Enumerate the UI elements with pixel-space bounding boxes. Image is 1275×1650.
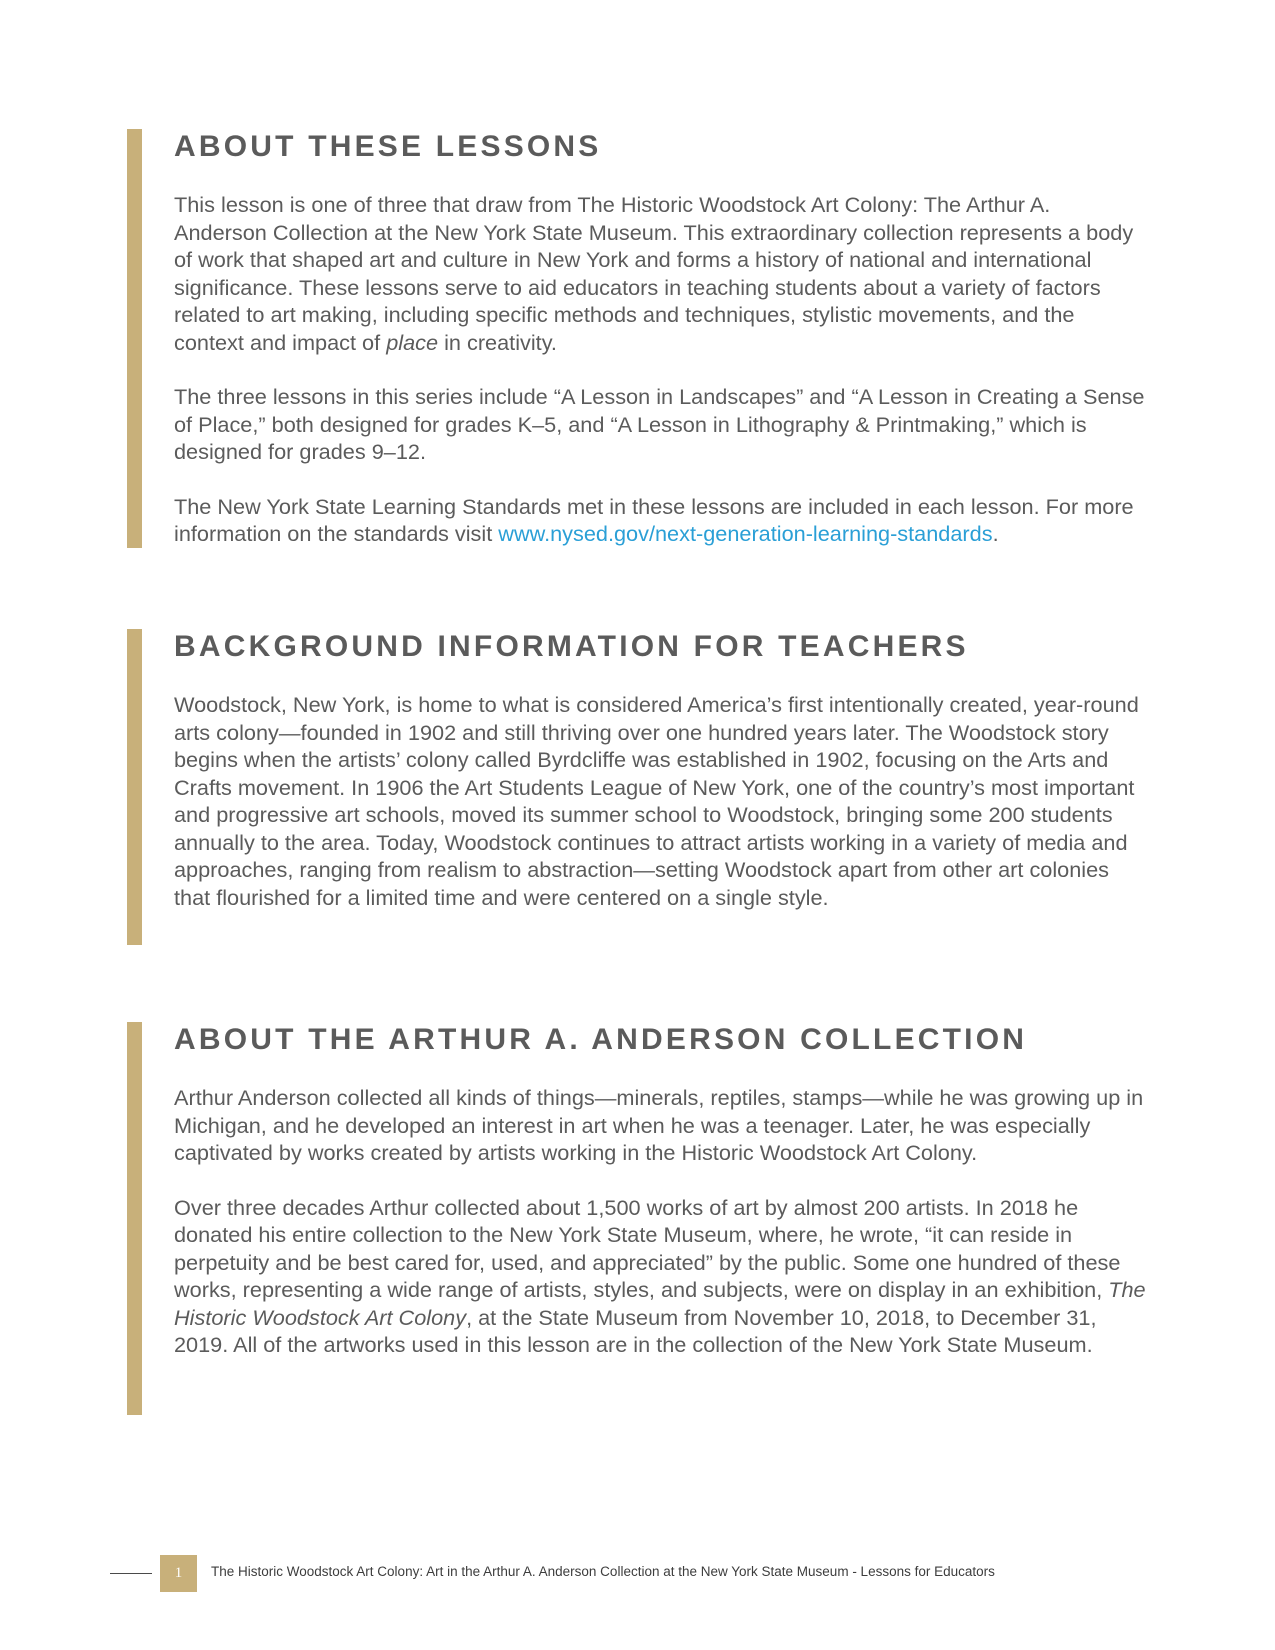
section-content <box>174 1022 1147 1359</box>
paragraph: The New York State Learning Standards met in these lessons are included in each lesson. For more information on the standards visit www.nysed.gov/next-generation-learning-standards. <box>174 493 1134 546</box>
footer-rule <box>110 1573 152 1574</box>
accent-bar <box>127 629 142 945</box>
background-information-section <box>127 629 1147 945</box>
page-number: 1 <box>160 1555 197 1592</box>
paragraph: This lesson is one of three that draw from The Historic Woodstock Art Colony: The Arthur A. Anderson Collection at the New York State Museum. This extraordinary collection represents a body of work that shaped art and culture in New York and forms a history of national and international significance. These lessons serve to aid educators in teaching students about a variety of factors related to art making, including specific methods and techniques, stylistic movements, and the context and impact of place in creativity. <box>174 192 1134 355</box>
section-content <box>174 629 1147 911</box>
paragraph: Woodstock, New York, is home to what is considered America’s first intentionally created, year-round arts colony—founded in 1902 and still thriving over one hundred years later. The Woodstock story begins when the artists’ colony called Byrdcliffe was established in 1902, focusing on the Arts and Crafts movement. In 1906 the Art Students League of New York, one of the country’s most important and progressive art schools, moved its summer school to Woodstock, bringing some 200 students annually to the area. Today, Woodstock continues to attract artists working in a variety of media and approaches, ranging from realism to abstraction—setting Woodstock apart from other art colonies that flourished for a limited time and were centered on a single style. <box>174 692 1139 910</box>
standards-link[interactable]: www.nysed.gov/next-generation-learning-standards <box>498 521 993 546</box>
accent-bar <box>127 129 142 548</box>
anderson-collection-section <box>127 1022 1147 1415</box>
accent-bar <box>127 1022 142 1415</box>
about-these-lessons-section <box>127 129 1147 548</box>
footer-title: The Historic Woodstock Art Colony: Art in the Arthur A. Anderson Collection at the New York State Museum - Lessons for Educators <box>211 1564 995 1579</box>
section-content <box>174 129 1147 548</box>
section-heading: BACKGROUND INFORMATION FOR TEACHERS <box>174 630 969 663</box>
paragraph: Over three decades Arthur collected about 1,500 works of art by almost 200 artists. In 2018 he donated his entire collection to the New York State Museum, where, he wrote, “it can reside in perpetuity and be best cared for, used, and appreciated” by the public. Some one hundred of these works, representing a wide range of artists, styles, and subjects, were on display in an exhibition, The Historic Woodstock Art Colony, at the State Museum from November 10, 2018, to December 31, 2019. All of the artworks used in this lesson are in the collection of the New York State Museum. <box>174 1194 1146 1357</box>
section-heading: ABOUT THESE LESSONS <box>174 130 602 163</box>
section-heading: ABOUT THE ARTHUR A. ANDERSON COLLECTION <box>174 1023 1028 1056</box>
paragraph: The three lessons in this series include “A Lesson in Landscapes” and “A Lesson in Creating a Sense of Place,” both designed for grades K–5, and “A Lesson in Lithography & Printmaking,” which is designed for grades 9–12. <box>174 384 1145 464</box>
paragraph: Arthur Anderson collected all kinds of things—minerals, reptiles, stamps—while he was growing up in Michigan, and he developed an interest in art when he was a teenager. Later, he was especially captivated by works created by artists working in the Historic Woodstock Art Colony. <box>174 1085 1144 1165</box>
page-footer <box>110 1555 1110 1591</box>
